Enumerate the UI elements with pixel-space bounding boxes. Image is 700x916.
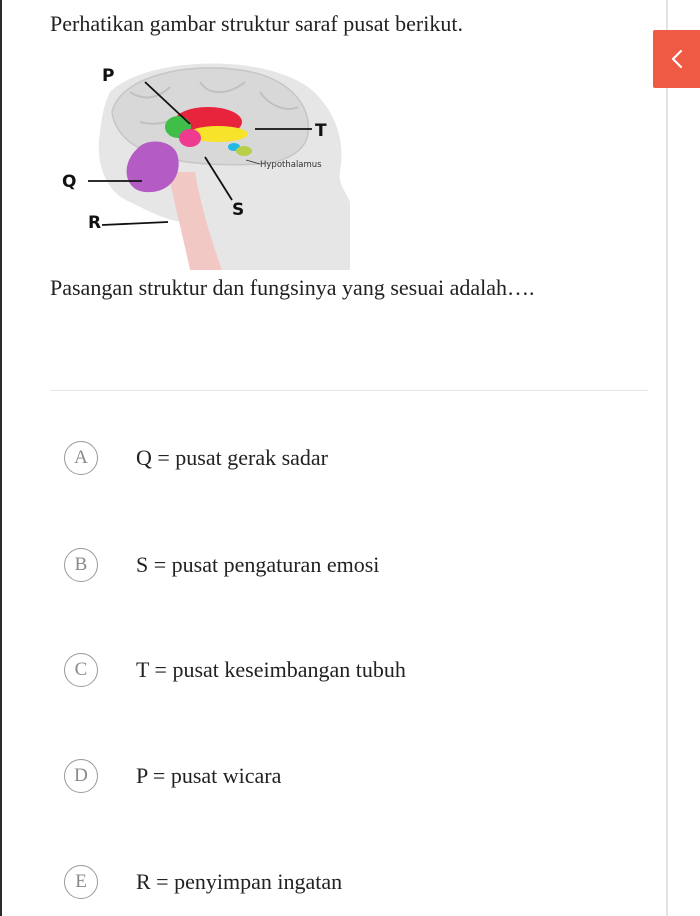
option-b-badge: B (64, 548, 98, 582)
option-d-text: P = pusat wicara (136, 763, 282, 788)
label-t: T (315, 121, 327, 141)
option-c-text: T = pusat keseimbangan tubuh (136, 657, 406, 682)
option-c-badge: C (64, 653, 98, 687)
option-e-text: R = penyimpan ingatan (136, 869, 343, 894)
option-e-badge: E (64, 865, 98, 899)
option-a-text: Q = pusat gerak sadar (136, 445, 329, 470)
option-e[interactable] (64, 864, 624, 900)
option-a-badge: A (64, 441, 98, 475)
divider (50, 390, 648, 391)
option-c[interactable] (64, 652, 624, 688)
card-right-border (666, 0, 668, 916)
option-a[interactable] (64, 440, 624, 476)
option-b-text: S = pusat pengaturan emosi (136, 552, 380, 577)
option-d[interactable] (64, 758, 624, 794)
label-r: R (88, 213, 102, 233)
back-button[interactable] (653, 30, 700, 88)
label-s: S (232, 200, 245, 220)
option-d-badge: D (64, 759, 98, 793)
label-q: Q (62, 172, 77, 192)
chevron-left-icon (670, 49, 684, 69)
question-stem: Pasangan struktur dan fungsinya yang sesuai adalah…. (50, 275, 535, 300)
label-hypothalamus: Hypothalamus (260, 160, 322, 170)
hypothalamus-region (236, 146, 252, 156)
brain-diagram (50, 52, 350, 270)
option-b[interactable] (64, 547, 624, 583)
question-intro: Perhatikan gambar struktur saraf pusat berikut. (50, 11, 463, 36)
label-p: P (102, 66, 115, 86)
brain-structure-pink (179, 129, 201, 147)
